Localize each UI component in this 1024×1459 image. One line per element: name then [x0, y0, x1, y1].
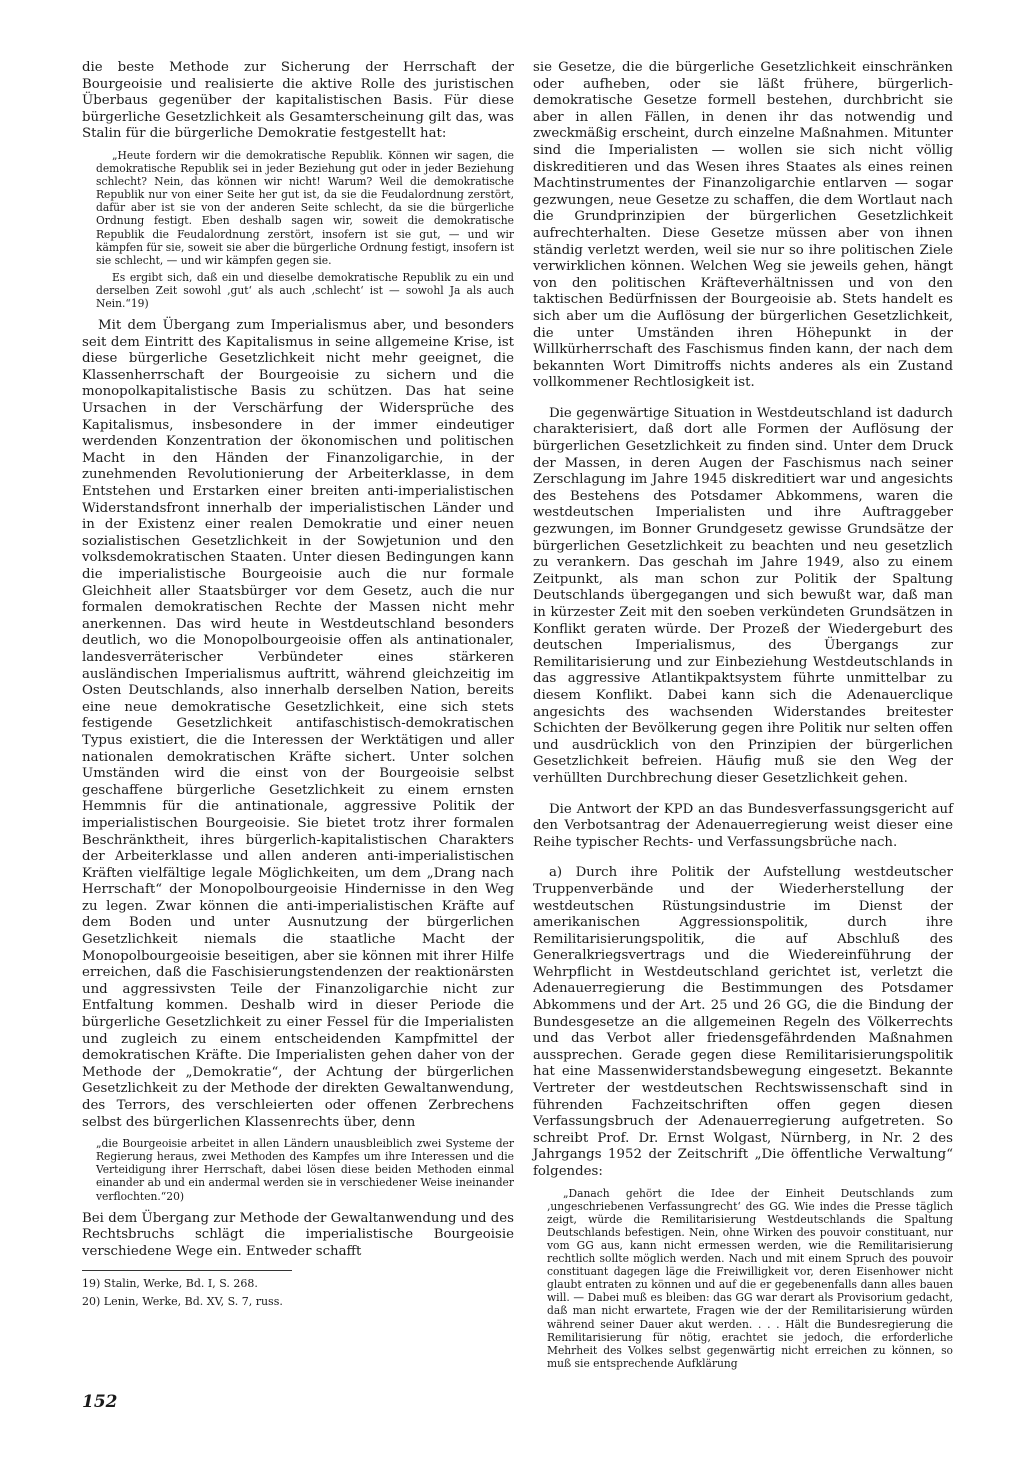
quote-paragraph: „die Bourgeoisie arbeitet in allen Ländern unausbleiblich zwei Systeme der Regierung heraus, zwei Methoden des Kampfes um ihre Interessen und die Verteidigung ihrer Herrschaft, dabei lösen diese beiden Methoden einmal einander ab und ein andermal werden sie in verschiedener Weise ineinander verflochten.“20) [96, 1137, 514, 1203]
footnote-divider [82, 1270, 292, 1271]
quote-paragraph: Es ergibt sich, daß ein und dieselbe demokratische Republik zu ein und derselben Zeit sowohl ‚gut‘ als auch ‚schlecht‘ ist — sowohl Ja als auch Nein.“19) [96, 270, 514, 310]
block-quote-lenin [82, 1137, 514, 1202]
paragraph: Mit dem Übergang zum Imperialismus aber, und besonders seit dem Eintritt des Kapitalismus in seine allgemeine Krise, ist diese bürgerliche Gesetzlichkeit nicht mehr geeignet, die Klassenherrschaft der Bourgeoisie zu sichern und die monopolkapitalistische Basis zu schützen. Das hat seine Ursachen in der Verschärfung der Widersprüche des Kapitalismus, insbesondere in der immer eindeutiger werdenden Konzentration der ökonomischen und politischen Macht in den Händen der Finanzoligarchie, in der zunehmenden Revolutionierung der Arbeiterklasse, in dem Entstehen und Erstarken einer breiten anti-imperialistischen Widerstandsfront innerhalb der imperialistischen Länder und in der Existenz einer realen Demokratie und einer neuen sozialistischen Gesetzlichkeit in der Sowjetunion und den volksdemokratischen Staaten. Unter diesen Bedingungen kann die imperialistische Bourgeoisie auch die nur formale Gleichheit aller Staatsbürger vor dem Gesetz, auch die nur formalen demokratischen Rechte der Massen nicht mehr anerkennen. Das wird heute in Westdeutschland besonders deutlich, wo die Monopolbourgeoisie offen als antinationaler, landesverräterischer Verbündeter eines stärkeren ausländischen Imperialismus auftritt, während gleichzeitig im Osten Deutschlands, also innerhalb derselben Nation, bereits eine neue demokratische Gesetzlichkeit, eine sich stets festigende Gesetzlichkeit antifaschistisch-demokratischen Typus existiert, die die Interessen der Werktätigen und aller nationalen demokratischen Kräfte sichert. Unter solchen Umständen wird die einst von der Bourgeoisie selbst geschaffene bürgerliche Gesetzlichkeit zu einem ernsten Hemmnis für die antinationale, aggressive Politik der imperialistischen Bourgeoisie. Sie bietet trotz ihrer formalen Beschränktheit, ihres bürgerlich-kapitalistischen Charakters der Arbeiterklasse und allen anderen anti-imperialistischen Kräften vielfältige legale Möglichkeiten, um dem „Drang nach Herrschaft“ der Monopolbourgeoisie Hindernisse in den Weg zu legen. Zwar können die anti-imperialistischen Kräfte auf dem Boden und unter Ausnutzung der bürgerlichen Gesetzlichkeit niemals die staatliche Macht der Monopolbourgeoisie beseitigen, aber sie können mit ihrer Hilfe erreichen, daß die Faschisierungstendenzen der reaktionärsten und aggressivsten Teile der Finanzoligarchie nicht zur Entfaltung kommen. Deshalb wird in dieser Periode die bürgerliche Gesetzlichkeit zu einer Fessel für die Imperialisten und zugleich zu einem entscheidenden Kampfmittel der demokratischen Kräfte. Die Imperialisten gehen daher von der Methode der „Demokratie“, der Achtung der bürgerlichen Gesetzlichkeit zu der Methode der direkten Gewaltanwendung, des Terrors, des verschleierten oder offenen Zerbrechens selbst des bürgerlichen Klassenrechts über, denn [82, 318, 514, 1130]
footnote-19: 19) Stalin, Werke, Bd. I, S. 268. [82, 1277, 258, 1291]
paragraph: a) Durch ihre Politik der Aufstellung westdeutscher Truppenverbände und der Wiederherstellung der westdeutschen Rüstungsindustrie im Dienst der amerikanischen Aggressionspolitik, durch ihre Remilitarisierungspolitik, die auf Abschluß des Generalkriegsvertrags und die Wiedereinführung der Wehrpflicht in Westdeutschland gerichtet ist, verletzt die Adenauerregierung die Bestimmungen des Potsdamer Abkommens und der Art. 25 und 26 GG, die die Bindung der Bundesgesetze an die allgemeinen Regeln des Völkerrechts und das Verbot aller friedensgefährdenden Maßnahmen aussprechen. Gerade gegen diese Remilitarisierungspolitik hat eine Massenwiderstandsbewegung eingesetzt. Bekannte Vertreter der westdeutschen Rechtswissenschaft sind in führenden Fachzeitschriften offen gegen diesen Verfassungsbruch der Adenauerregierung aufgetreten. So schreibt Prof. Dr. Ernst Wolgast, Nürnberg, in Nr. 2 des Jahrgangs 1952 der Zeitschrift „Die öffentliche Verwaltung“ folgendes: [533, 865, 953, 1179]
paragraph: die beste Methode zur Sicherung der Herrschaft der Bourgeoisie und realisierte die aktive Rolle des juristischen Überbaus gegenüber der kapitalistischen Basis. Für diese bürgerliche Gesetzlichkeit als Gesamterscheinung gilt das, was Stalin für die bürgerliche Demokratie festgestellt hat: [82, 60, 514, 142]
paragraph: Die gegenwärtige Situation in Westdeutschland ist dadurch charakterisiert, daß dort alle Formen der Auflösung der bürgerlichen Gesetzlichkeit zu finden sind. Unter dem Druck der Massen, in deren Augen der Faschismus nach seiner Zerschlagung im Jahre 1945 diskreditiert war und angesichts des Bestehens des Potsdamer Abkommens, waren die westdeutschen Imperialisten und ihre Auftraggeber gezwungen, im Bonner Grundgesetz gewisse Grundsätze der bürgerlichen Gesetzlichkeit zu beachten und neu gesetzlich zu verankern. Das geschah im Jahre 1949, also zu einem Zeitpunkt, als man schon zur Politik der Spaltung Deutschlands übergegangen und sich bewußt war, daß man in kürzester Zeit mit den soeben verkündeten Grundsätzen in Konflikt geraten würde. Der Prozeß der Wiedergeburt des deutschen Imperialismus, des Übergangs zur Remilitarisierung und zur Einbeziehung Westdeutschlands in das aggressive Atlantikpaktsystem führte unmittelbar zu diesem Konflikt. Dabei kann sich die Adenauerclique angesichts des wachsenden Widerstandes breitester Schichten der Bevölkerung gegen ihre Politik nur selten offen und ausdrücklich von den Prinzipien der bürgerlichen Gesetzlichkeit befreien. Häufig muß sie den Weg der verhüllten Durchbrechung dieser Gesetzlichkeit gehen. [533, 405, 953, 786]
page-number: 152 [82, 1392, 118, 1412]
quote-paragraph: „Danach gehört die Idee der Einheit Deutschlands zum ‚ungeschriebenen Verfassungrecht‘ des GG. Wie indes die Presse täglich zeigt, würde die Remilitarisierung Westdeutschlands die Spaltung Deutschlands befestigen. Nein, ohne Wirken des pouvoir constituant, nur vom GG aus, kann nicht ermessen werden, wie die Remilitarisierung rechtlich sollte möglich werden. Nach und mit einem Spruch des pouvoir constituant dagegen läge die Freiwilligkeit vor, deren Eisenhower nicht glaubt entraten zu können und auf die er gegebenenfalls dann alles bauen will. — Dabei muß es bleiben: das GG war derart als Provisorium gedacht, daß man nicht erwartete, Fragen wie der der Remilitarisierung würden während seiner Dauer akut werden. . . . Hält die Bundesregierung die Remilitarisierung für nötig, erachtet sie jedoch, die erforderliche Mehrheit des Volkes selbst gegenwärtig nicht erreichen zu können, so muß sie entsprechende Aufklärung [547, 1186, 953, 1370]
quote-paragraph: „Heute fordern wir die demokratische Republik. Können wir sagen, die demokratische Republik sei in jeder Beziehung gut oder in jeder Beziehung schlecht? Nein, das können wir nicht! Warum? Weil die demokratische Republik nur von einer Seite her gut ist, da sie die Feudalordnung zerstört, dafür aber ist sie von der anderen Seite schlecht, da sie die bürgerliche Ordnung festigt. Eben deshalb sagen wir, soweit die demokratische Republik die Feudalordnung zerstört, insofern ist sie gut, — und wir kämpfen für sie, soweit sie aber die bürgerliche Ordnung festigt, insofern ist sie schlecht, — und wir kämpfen gegen sie. [96, 148, 514, 267]
block-quote-stalin [82, 149, 514, 310]
footnote-20: 20) Lenin, Werke, Bd. XV, S. 7, russ. [82, 1295, 283, 1309]
right-column [533, 60, 953, 1378]
block-quote-wolgast [533, 1187, 953, 1370]
left-column [82, 60, 514, 1313]
paragraph: Bei dem Übergang zur Methode der Gewaltanwendung und des Rechtsbruchs schlägt die imperialistische Bourgeoisie verschiedene Wege ein. Entweder schafft [82, 1210, 514, 1259]
paragraph: Die Antwort der KPD an das Bundesverfassungsgericht auf den Verbotsantrag der Adenauerregierung weist dieser eine Reihe typischer Rechts- und Verfassungsbrüche nach. [533, 801, 953, 850]
paragraph: sie Gesetze, die die bürgerliche Gesetzlichkeit einschränken oder aufheben, oder sie läßt frühere, bürgerlich-demokratische Gesetze formell bestehen, durchbricht sie aber in allen Fällen, in denen ihr das notwendig und zweckmäßig erscheint, durch einzelne Maßnahmen. Mitunter sind die Imperialisten — wollen sie sich nicht völlig diskreditieren und das Wesen ihres Staates als eines reinen Machtinstrumentes der Finanzoligarchie entlarven — sogar gezwungen, neue Gesetze zu schaffen, die dem Wortlaut nach die Grundprinzipien der bürgerlichen Gesetzlichkeit aufrechterhalten. Diese Gesetze müssen aber von ihnen ständig verletzt werden, weil sie nur so ihre politischen Ziele verwirklichen können. Welchen Weg sie jeweils gehen, hängt von den politischen Kräfteverhältnissen und von den taktischen Bedürfnissen der Bourgeoisie ab. Stets handelt es sich aber um die Auflösung der bürgerlichen Gesetzlichkeit, die unter Umständen ihren Höhepunkt in der Willkürherrschaft des Faschismus finden kann, der nach dem bekannten Wort Dimitroffs nichts anderes als ein Zustand vollkommener Rechtlosigkeit ist. [533, 60, 953, 391]
